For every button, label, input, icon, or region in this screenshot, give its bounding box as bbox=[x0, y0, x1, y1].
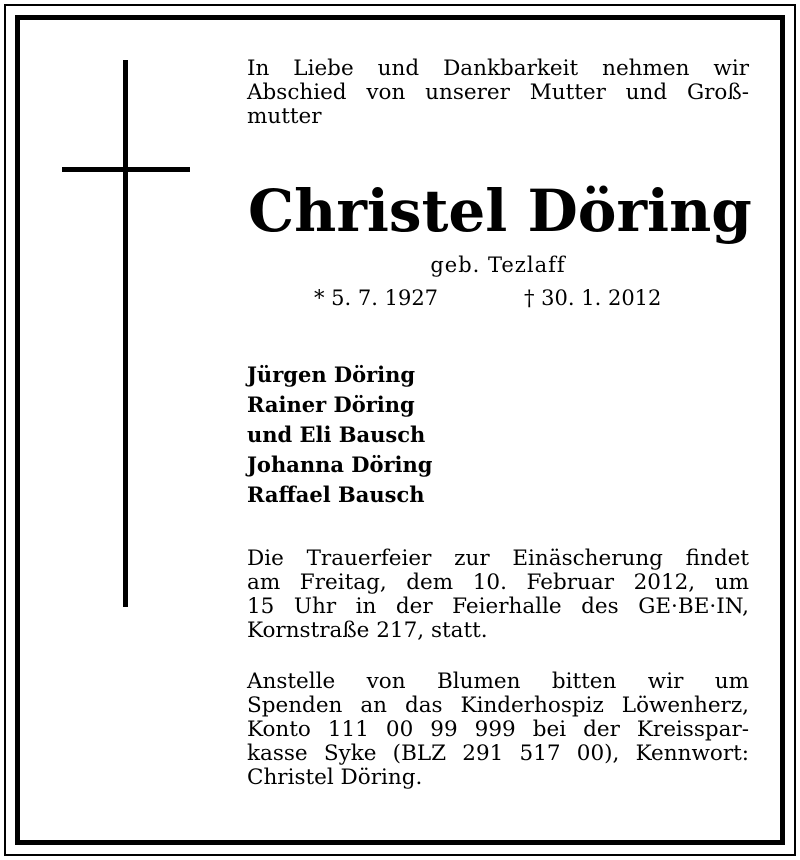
donation-line: Spenden an das Kinderhospiz Löwenherz, bbox=[247, 693, 749, 718]
donation-line: Anstelle von Blumen bitten wir um bbox=[247, 669, 749, 694]
cross-horizontal-bar bbox=[62, 167, 190, 172]
mourner-name: Raffael Bausch bbox=[247, 482, 425, 507]
donation-line: Konto 111 00 99 999 bei der Kreisspar- bbox=[247, 717, 749, 742]
mourner-name: Jürgen Döring bbox=[247, 362, 416, 387]
service-line: Kornstraße 217, statt. bbox=[247, 618, 488, 643]
service-line: 15 Uhr in der Feierhalle des GE·BE·IN, bbox=[247, 594, 749, 619]
mourners-list bbox=[247, 360, 432, 510]
donation-line: kasse Syke (BLZ 291 517 00), Kennwort: bbox=[247, 741, 749, 766]
death-date: † 30. 1. 2012 bbox=[524, 286, 662, 310]
intro-line: Abschied von unserer Mutter und Groß- bbox=[247, 80, 749, 105]
service-line: Die Trauerfeier zur Einäscherung findet bbox=[247, 546, 749, 571]
funeral-service-text bbox=[247, 547, 749, 643]
donation-text bbox=[247, 670, 749, 790]
donation-line: Christel Döring. bbox=[247, 765, 423, 790]
service-line: am Freitag, dem 10. Februar 2012, um bbox=[247, 570, 749, 595]
maiden-name: geb. Tezlaff bbox=[430, 253, 566, 277]
cross-vertical-bar bbox=[123, 60, 128, 607]
intro-text bbox=[247, 57, 749, 129]
intro-line: mutter bbox=[247, 104, 322, 129]
birth-date: * 5. 7. 1927 bbox=[314, 286, 439, 310]
mourner-name: Rainer Döring bbox=[247, 392, 415, 417]
intro-line: In Liebe und Dankbarkeit nehmen wir bbox=[247, 56, 749, 81]
mourner-name: und Eli Bausch bbox=[247, 422, 426, 447]
mourner-name: Johanna Döring bbox=[247, 452, 433, 477]
deceased-name: Christel Döring bbox=[248, 177, 752, 245]
